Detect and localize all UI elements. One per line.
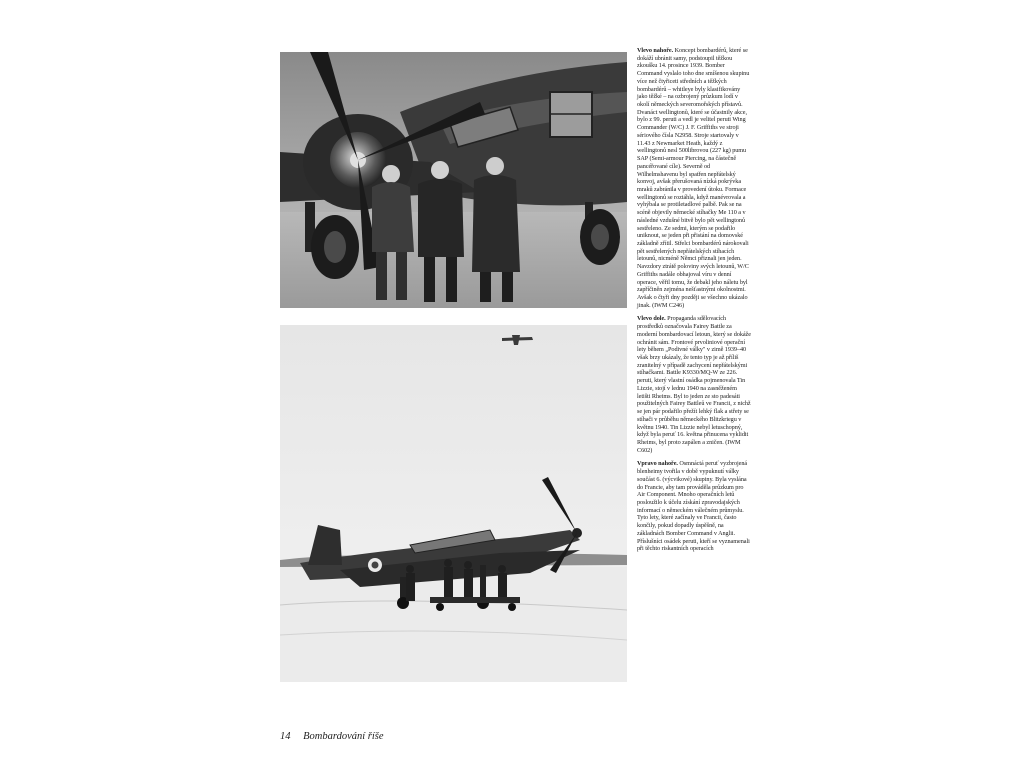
caption-top-right bbox=[637, 460, 751, 553]
caption-lead: Vlevo nahoře. bbox=[637, 47, 674, 54]
photo-fairey-battle-image bbox=[280, 325, 627, 682]
caption-lead: Vpravo nahoře. bbox=[637, 460, 678, 468]
caption-column bbox=[637, 47, 751, 559]
running-title: Bombardování říše bbox=[303, 731, 384, 742]
photo-wellington-crew bbox=[280, 52, 627, 308]
page-footer bbox=[280, 731, 384, 742]
caption-text: Propaganda sdělovacích prostředků označovala Fairey Battle za moderní bombardovací letoun, který se dokáže ochránit sám. Frontové prvoliniové operační lety během „Podivné války" v zimě 1939–40 však brzy ukázaly, že tento typ je až příliš zranitelný v případě zachycení nepřátelskými stíhačkami. Battle K9330/MQ-W ze 226. peruti, který vlastní osádka pojmenovala Tin Lizzie, stojí v lednu 1940 na zasněženém letišti Rheims. Byl to jeden ze sto padesáti použitelných Fairey Battleů ve Francii, z nichž se jen pár podařilo přežít lehký flak a střety se stíhači v průběhu německého Blitzkriegu v květnu 1940. Tin Lizzie nebyl letuschopný, když byla peruť 16. května přinucena vyklidit Rheims, byl proto zapálen a zničen. (IWM C602) bbox=[637, 315, 751, 454]
caption-text: Osmnáctá peruť vyzbrojená blenheimy tvořila v době vypuknutí války součást 6. (výcvikové) skupiny. Byla vyslána do Francie, aby tam prováděla průzkum pro Air Component. Mnoho operačních letů posloužilo k účelu získání zpravodajských informací o německém válečném průmyslu. Tyto lety, které začínaly ve Francii, často končily, pokud dopadly úspěšně, na základnách Bomber Command v Anglii. Příslušníci osádek peruti, kteří se vyznamenali při těchto riskantních operacích bbox=[637, 460, 750, 553]
caption-lead: Vlevo dole. bbox=[637, 315, 666, 323]
photo-fairey-battle bbox=[280, 325, 627, 682]
caption-top-left bbox=[637, 47, 751, 309]
caption-bottom-left bbox=[637, 315, 751, 454]
caption-text: Koncept bombardérů, které se dokáží ubránit samy, podstoupil těžkou zkoušku 14. prosince 1939. Bomber Command vyslalo toho dne smíšenou skupinu více než čtyřiceti středních a těžkých bombardérů – whitleye byly klasifikovány jako těžké – na ozbrojený průzkum lodí v okolí německých severomořských přístavů. Dvanáct wellingtonů, které se účastnily akce, bylo z 99. peruti a vedl je velitel peruti Wing Commander (W/C) J. F. Griffiths ve stroji sériového čísla N2958. Stroje startovaly v 11.43 z Newmarket Heath, každý z wellingtonů nesl 500librovou (227 kg) pumu SAP (Semi-armour Piercing, na částečně pancéřované cíle). Severně od Wilhelmshavenu byl spatřen nepřátelský konvoj, avšak přerušovaná nízká pokrývka mraků zabránila v provedení útoku. Formace wellingtonů se roztáhla, když manévrovala a vyhýbala se protiletadlové palbě. Pak se na scéně objevily německé stíhačky Me 110 a v následné vzdušné bitvě bylo pět wellingtonů sestřeleno. Ze sedmi, kterým se podařilo uniknout, se jeden při přistání na domovské základně zřítil. Střelci bombardérů nárokovali pět sestřelených nepřátelských stíhacích letounů, nicméně Němci přiznali jen jeden. Navzdory ztrátě poloviny svých letounů, W/C Griffiths nadále obhajoval víru v denní operace, věřil tomu, že debakl jeho náletu byl zapříčiněn zejména nešťastnými okolnostmi. Avšak o čtyři dny později se všechno ukázalo jinak. (IWM C246) bbox=[637, 47, 750, 309]
page-number: 14 bbox=[280, 731, 291, 742]
photo-wellington-crew-image bbox=[280, 52, 627, 308]
